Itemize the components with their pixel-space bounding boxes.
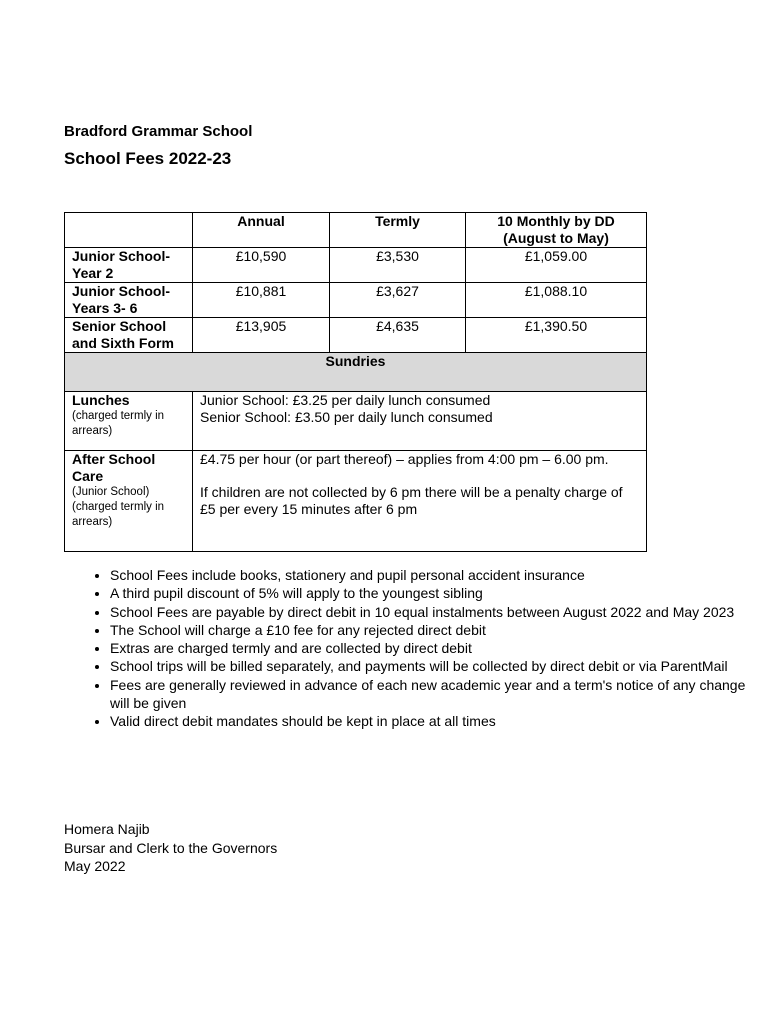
termly-fee: £3,627	[330, 283, 466, 318]
list-item: • A third pupil discount of 5% will apply to the youngest sibling	[110, 584, 750, 602]
signoff	[64, 820, 277, 876]
after-school-label: After School Care	[72, 451, 156, 484]
annual-fee: £13,905	[193, 318, 330, 353]
list-item: • School Fees are payable by direct debit in 10 equal instalments between August 2022 and May 2023	[110, 603, 750, 621]
after-school-note-junior: (Junior School)	[72, 486, 150, 498]
fees-table	[64, 212, 647, 552]
document-title: School Fees 2022-23	[64, 149, 232, 168]
after-school-rate: £4.75 per hour (or part thereof) – applies from 4:00 pm – 6.00 pm.	[200, 451, 609, 467]
after-school-note-charged: (charged termly in arrears)	[72, 501, 165, 528]
list-item: • School Fees include books, stationery and pupil personal accident insurance	[110, 566, 750, 584]
row-label: Junior School-Years 3- 6	[65, 283, 193, 318]
notes-list	[86, 566, 750, 731]
monthly-fee: £1,088.10	[466, 283, 647, 318]
after-school-penalty: If children are not collected by 6 pm there will be a penalty charge of £5 per every 15 minutes after 6 pm	[200, 484, 623, 517]
lunches-label-cell	[65, 392, 193, 451]
lunches-junior: Junior School: £3.25 per daily lunch consumed	[200, 392, 491, 408]
termly-fee: £3,530	[330, 248, 466, 283]
after-school-label-cell	[65, 451, 193, 552]
lunches-note: (charged termly in arrears)	[72, 410, 165, 437]
termly-fee: £4,635	[330, 318, 466, 353]
header-annual: Annual	[193, 213, 330, 248]
annual-fee: £10,590	[193, 248, 330, 283]
table-row	[65, 248, 647, 283]
signatory-role: Bursar and Clerk to the Governors	[64, 839, 278, 856]
signatory-name: Homera Najib	[64, 821, 150, 837]
after-school-description	[193, 451, 647, 552]
monthly-fee: £1,390.50	[466, 318, 647, 353]
lunches-row	[65, 392, 647, 451]
list-item: • Valid direct debit mandates should be kept in place at all times	[110, 712, 750, 730]
lunches-label: Lunches	[72, 392, 130, 408]
signoff-date: May 2022	[64, 858, 126, 874]
annual-fee: £10,881	[193, 283, 330, 318]
table-header-row	[65, 213, 647, 248]
list-item: • Extras are charged termly and are collected by direct debit	[110, 639, 750, 657]
sundries-heading: Sundries	[65, 353, 647, 392]
school-name: Bradford Grammar School	[64, 123, 253, 140]
list-item: • School trips will be billed separately, and payments will be collected by direct debit or via ParentMail	[110, 657, 750, 675]
sundries-row	[65, 353, 647, 392]
after-school-row	[65, 451, 647, 552]
header-monthly: 10 Monthly by DD (August to May)	[466, 213, 647, 248]
list-item: • Fees are generally reviewed in advance of each new academic year and a term's notice of any change will be given	[110, 676, 750, 713]
row-label: Junior School-Year 2	[65, 248, 193, 283]
lunches-description	[193, 392, 647, 451]
row-label: Senior School and Sixth Form	[65, 318, 193, 353]
table-row	[65, 318, 647, 353]
list-item: • The School will charge a £10 fee for any rejected direct debit	[110, 621, 750, 639]
header-blank	[65, 213, 193, 248]
monthly-fee: £1,059.00	[466, 248, 647, 283]
lunches-senior: Senior School: £3.50 per daily lunch consumed	[200, 409, 493, 425]
table-row	[65, 283, 647, 318]
header-termly: Termly	[330, 213, 466, 248]
